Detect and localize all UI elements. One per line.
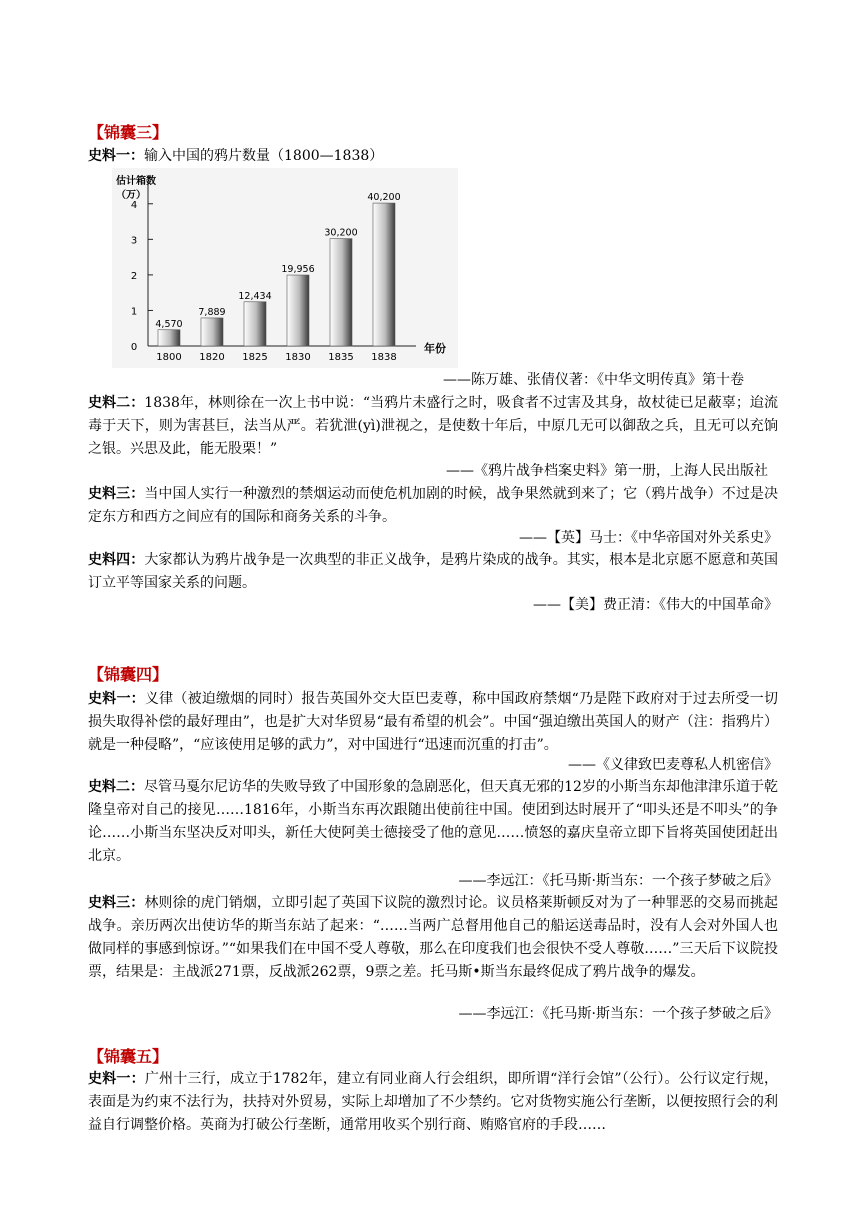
s4-m2-source: ——李远江：《托马斯·斯当东：一个孩子梦破之后》 — [458, 873, 778, 889]
x-tick-label: 1820 — [199, 352, 225, 363]
y-axis-unit: （万） — [116, 190, 146, 201]
bar-data-label: 7,889 — [198, 306, 226, 318]
s5-m1-label: 史料一： — [88, 1071, 145, 1087]
bar-data-label: 30,200 — [324, 227, 358, 239]
s4-m1-source: ——《义律致巴麦尊私人机密信》 — [568, 757, 778, 773]
section-3-heading: 【锦囊三】 — [88, 123, 169, 142]
x-tick-label: 1825 — [242, 352, 268, 363]
y-axis-label: 估计箱数 — [116, 176, 156, 187]
s4-m2-text: 尽管马戛尔尼访华的失败导致了中国形象的急剧恶化，但天真无邪的12岁的小斯当东却他津津乐道于乾隆皇帝对自己的接见……1816年，小斯当东再次跟随出使前往中国。使团到达时展开了“叩头还是不叩头”的争论……小斯当东坚决反对叩头，新任大使阿美士德接受了他的意见……愤怒的嘉庆皇帝立即下旨将英国使团赶出北京。 — [88, 779, 778, 864]
s4-m3-label: 史料三： — [88, 895, 145, 911]
y-tick-label: 2 — [130, 270, 138, 282]
s3-material-1 — [88, 145, 778, 168]
x-tick-label: 1800 — [156, 352, 182, 363]
s3-m4-source: ——【美】费正清：《伟大的中国革命》 — [533, 597, 778, 613]
s4-material-3 — [88, 892, 778, 984]
bar-data-label: 19,956 — [281, 264, 315, 276]
bar — [158, 330, 180, 346]
s4-m2-label: 史料二： — [88, 779, 145, 795]
y-tick-label: 3 — [130, 235, 138, 247]
s4-m3-text: 林则徐的虎门销烟，立即引起了英国下议院的激烈讨论。议员格莱斯顿反对为了一种罪恶的交易而挑起战争。亲历两次出使访华的斯当东站了起来：“……当两广总督用他自己的船运送毒品时，没有人会对外国人也做同样的事感到惊讶。”“如果我们在中国不受人尊敬，那么在印度我们也会很快不受人尊敬……”三天后下议院投票，结果是：主战派271票，反战派262票，9票之差。托马斯•斯当东最终促成了鸦片战争的爆发。 — [88, 895, 779, 980]
s5-material-1 — [88, 1068, 778, 1137]
s4-material-2 — [88, 776, 778, 868]
bar — [287, 275, 309, 346]
s3-material-2 — [88, 392, 778, 461]
x-axis-label: 年份 — [424, 342, 446, 355]
x-tick-label: 1830 — [285, 352, 311, 363]
opium-import-chart — [112, 168, 458, 368]
x-tick-label: 1838 — [371, 352, 397, 363]
bar — [373, 203, 395, 346]
s3-material-4 — [88, 549, 778, 595]
y-tick-label: 1 — [130, 306, 138, 318]
chart-bars — [158, 203, 395, 346]
bar-data-label: 12,434 — [238, 290, 272, 302]
s3-m2-source: ——《鸦片战争档案史料》第一册，上海人民出版社 — [446, 463, 768, 479]
bar — [330, 239, 352, 346]
s4-material-1 — [88, 688, 778, 757]
s3-m1-source: ——陈万雄、张倩仪著：《中华文明传真》第十卷 — [443, 372, 744, 388]
s3-m2-label: 史料二： — [88, 395, 145, 411]
s4-m1-text: 义律（被迫缴烟的同时）报告英国外交大臣巴麦尊，称中国政府禁烟“乃是陛下政府对于过去所受一切损失取得补偿的最好理由”，也是扩大对华贸易“最有希望的机会”。中国“强迫缴出英国人的财产（注：指鸦片）就是一种侵略”，“应该使用足够的武力”，对中国进行“迅速而沉重的打击”。 — [88, 691, 779, 753]
bar — [244, 302, 266, 346]
s3-m3-label: 史料三： — [88, 486, 145, 502]
y-tick-label: 4 — [130, 199, 138, 211]
x-tick-label: 1835 — [328, 352, 354, 363]
section-4-heading: 【锦囊四】 — [88, 665, 169, 684]
s4-m1-label: 史料一： — [88, 691, 145, 707]
s3-m4-label: 史料四： — [88, 552, 145, 568]
bar — [201, 318, 223, 346]
s3-material-3 — [88, 483, 778, 529]
s3-m3-text: 当中国人实行一种激烈的禁烟运动而使危机加剧的时候，战争果然就到来了；它（鸦片战争）不过是决定东方和西方之间应有的国际和商务关系的斗争。 — [88, 486, 779, 525]
s4-m3-source: ——李远江：《托马斯·斯当东：一个孩子梦破之后》 — [458, 1006, 778, 1022]
chart-svg — [112, 168, 458, 368]
s3-m2-text: 1838年，林则徐在一次上书中说：“当鸦片未盛行之时，吸食者不过害及其身，故杖徒已足蔽辜；迨流毒于天下，则为害甚巨，法当从严。若犹泄(yì)泄视之，是使数十年后，中原几无可以御敌之兵，且无可以充饷之银。兴思及此，能无股栗！” — [88, 395, 778, 457]
section-5-heading: 【锦囊五】 — [88, 1047, 169, 1066]
s5-m1-text: 广州十三行，成立于1782年，建立有同业商人行会组织，即所谓“洋行会馆”（公行）。公行议定行规，表面是为约束不法行为，扶持对外贸易，实际上却增加了不少禁约。它对货物实施公行垄断，以便按照行会的利益自行调整价格。英商为打破公行垄断，通常用收买个别行商、贿赂官府的手段…… — [88, 1071, 778, 1133]
s3-m1-label: 史料一： — [88, 148, 144, 164]
s3-m4-text: 大家都认为鸦片战争是一次典型的非正义战争，是鸦片染成的战争。其实，根本是北京愿不愿意和英国订立平等国家关系的问题。 — [88, 552, 779, 591]
y-tick-label: 0 — [130, 342, 138, 353]
bar-data-label: 4,570 — [155, 318, 183, 330]
bar-data-label: 40,200 — [367, 192, 401, 204]
s3-m1-text: 输入中国的鸦片数量（1800—1838） — [144, 148, 384, 164]
s3-m3-source: ——【英】马士：《中华帝国对外关系史》 — [519, 530, 778, 546]
